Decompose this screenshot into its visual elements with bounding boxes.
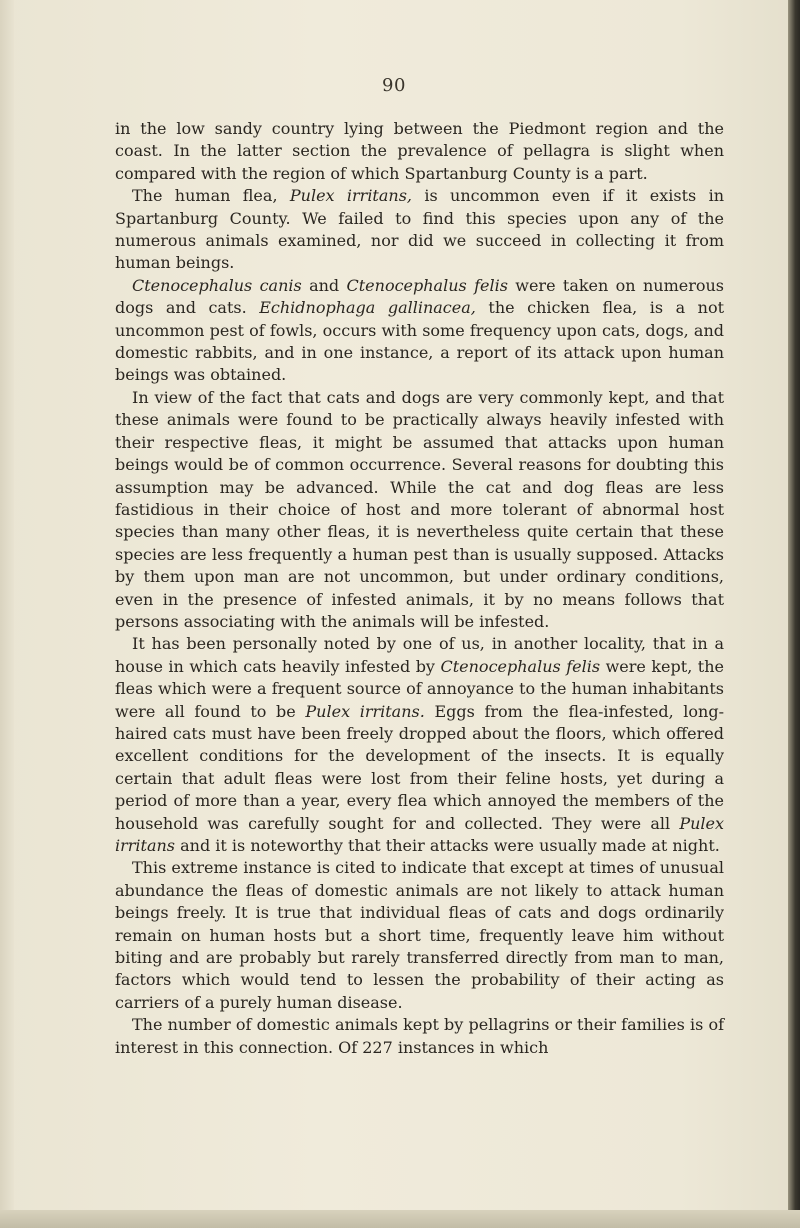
species-name: Pulex irritans [115, 813, 724, 855]
paragraph [115, 185, 724, 275]
text-run: were kept, the fleas which were a frequent source of annoyance to the human inhabitants were all found to be [115, 656, 724, 721]
text-run: the chicken flea, is a not uncommon pest of fowls, occurs with some frequency upon cats, dogs, and domestic rabbits, and in one instance, a report of its attack upon human beings was obtained. [115, 298, 725, 385]
text-run: is uncommon even if it exists in Spartanburg County. We failed to find this species upon any of the numerous animals examined, nor did we succeed in collecting it from human beings. [115, 186, 724, 273]
text-run: This extreme instance is cited to indicate that except at times of unusual abundance the fleas of domestic animals are not likely to attack human beings freely. It is true that individual fleas of cats and dogs ordinarily remain on human hosts but a short time, frequently leave him without biting and are probably but rarely transferred directly from man to man, factors which would tend to lessen the probability of their acting as carriers of a purely human disease. [115, 858, 724, 1012]
book-spine-edge [788, 0, 800, 1228]
text-run: Eggs from the flea-infested, long-haired cats must have been freely dropped about the floors, which offered excellent conditions for the development of the insects. It is equally certain that adult fleas were lost from their feline hosts, yet during a period of more than a year, every flea which annoyed the members of the household was carefully sought for and collected. They were all [115, 701, 724, 833]
species-name: Ctenocephalus felis [346, 275, 508, 295]
page-left-margin-shadow [0, 0, 14, 1228]
paragraph [115, 118, 724, 185]
text-run: The number of domestic animals kept by pellagrins or their families is of interest in this connection. Of 227 instances in which [115, 1015, 724, 1057]
text-run: It has been personally noted by one of us, in another locality, that in a house in which cats heavily infested by [115, 634, 724, 676]
page-bottom-edge [0, 1210, 800, 1228]
species-name: Ctenocephalus felis [440, 656, 601, 676]
paragraph [115, 857, 724, 1014]
paragraph [115, 387, 724, 633]
paragraph [115, 633, 724, 857]
text-run: in the low sandy country lying between the Piedmont region and the coast. In the latter section the prevalence of pellagra is slight when compared with the region of which Spartanburg County is a part. [115, 119, 724, 183]
text-run: and it is noteworthy that their attacks were usually made at night. [175, 836, 720, 855]
species-name: Echidnophaga gallinacea, [259, 298, 476, 318]
page-number: 90 [382, 75, 406, 96]
text-run: In view of the fact that cats and dogs are very commonly kept, and that these animals were found to be practically always heavily infested with their respective fleas, it might be assumed that attacks upon human beings would be of common occurrence. Several reasons for doubting this assumption may be advanced. While the cat and dog fleas are less fastidious in their choice of host and more tolerant of abnormal host species than many other fleas, it is nevertheless quite certain that these species are less frequently a human pest than is usually supposed. Attacks by them upon man are not uncommon, but under ordinary conditions, even in the presence of infested animals, it by no means follows that persons associating with the animals will be infested. [115, 387, 724, 631]
species-name: Ctenocephalus canis [132, 275, 302, 295]
body-text [115, 118, 724, 1059]
paragraph [115, 1014, 724, 1059]
paragraph [115, 275, 724, 387]
text-run: and [301, 275, 347, 295]
species-name: Pulex irritans, [289, 186, 413, 206]
text-run: The human flea, [132, 186, 290, 206]
species-name: Pulex irritans. [305, 701, 425, 721]
text-run: were taken on numerous dogs and cats. [115, 275, 725, 318]
